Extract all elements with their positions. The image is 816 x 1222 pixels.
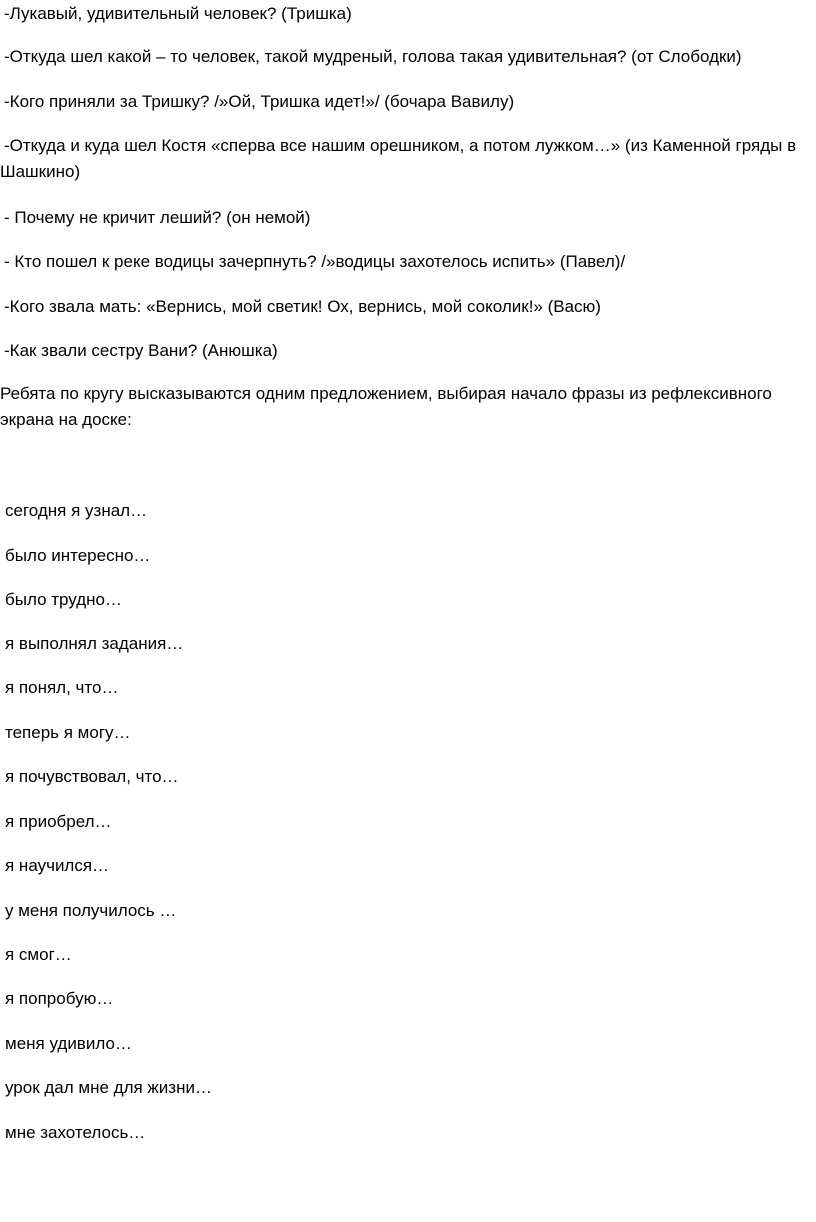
question-line: -Откуда шел какой – то человек, такой мудреный, голова такая удивительная? (от Слободки): [4, 47, 742, 66]
list-item: я выполнял задания…: [5, 634, 184, 653]
list-item: мне захотелось…: [5, 1123, 146, 1142]
question-line: - Кто пошел к реке водицы зачерпнуть? /»водицы захотелось испить» (Павел)/: [4, 252, 626, 271]
list-item: я смог…: [5, 945, 72, 964]
list-item: сегодня я узнал…: [5, 501, 148, 520]
question-line: -Кого приняли за Тришку? /»Ой, Тришка идет!»/ (бочара Вавилу): [4, 92, 515, 111]
list-item: было интересно…: [5, 546, 151, 565]
list-item: я почувствовал, что…: [5, 767, 179, 786]
list-item: теперь я могу…: [5, 723, 131, 742]
list-item: меня удивило…: [5, 1034, 132, 1053]
question-line: -Лукавый, удивительный человек? (Тришка): [4, 4, 352, 23]
list-item: у меня получилось …: [5, 901, 177, 920]
question-line: -Откуда и куда шел Костя «сперва все нашим орешником, а потом лужком…» (из Каменной гряды в Шашкино): [0, 136, 797, 181]
list-item: я попробую…: [5, 989, 114, 1008]
question-line: - Почему не кричит леший? (он немой): [4, 208, 311, 227]
question-line: -Как звали сестру Вани? (Анюшка): [4, 341, 278, 360]
reflection-instruction: Ребята по кругу высказываются одним предложением, выбирая начало фразы из рефлексивного экрана на доске:: [0, 384, 772, 429]
list-item: урок дал мне для жизни…: [5, 1078, 212, 1097]
list-item: было трудно…: [5, 590, 122, 609]
list-item: я приобрел…: [5, 812, 112, 831]
list-item: я понял, что…: [5, 678, 119, 697]
question-line: -Кого звала мать: «Вернись, мой светик! Ох, вернись, мой соколик!» (Васю): [4, 297, 601, 316]
list-item: я научился…: [5, 856, 110, 875]
